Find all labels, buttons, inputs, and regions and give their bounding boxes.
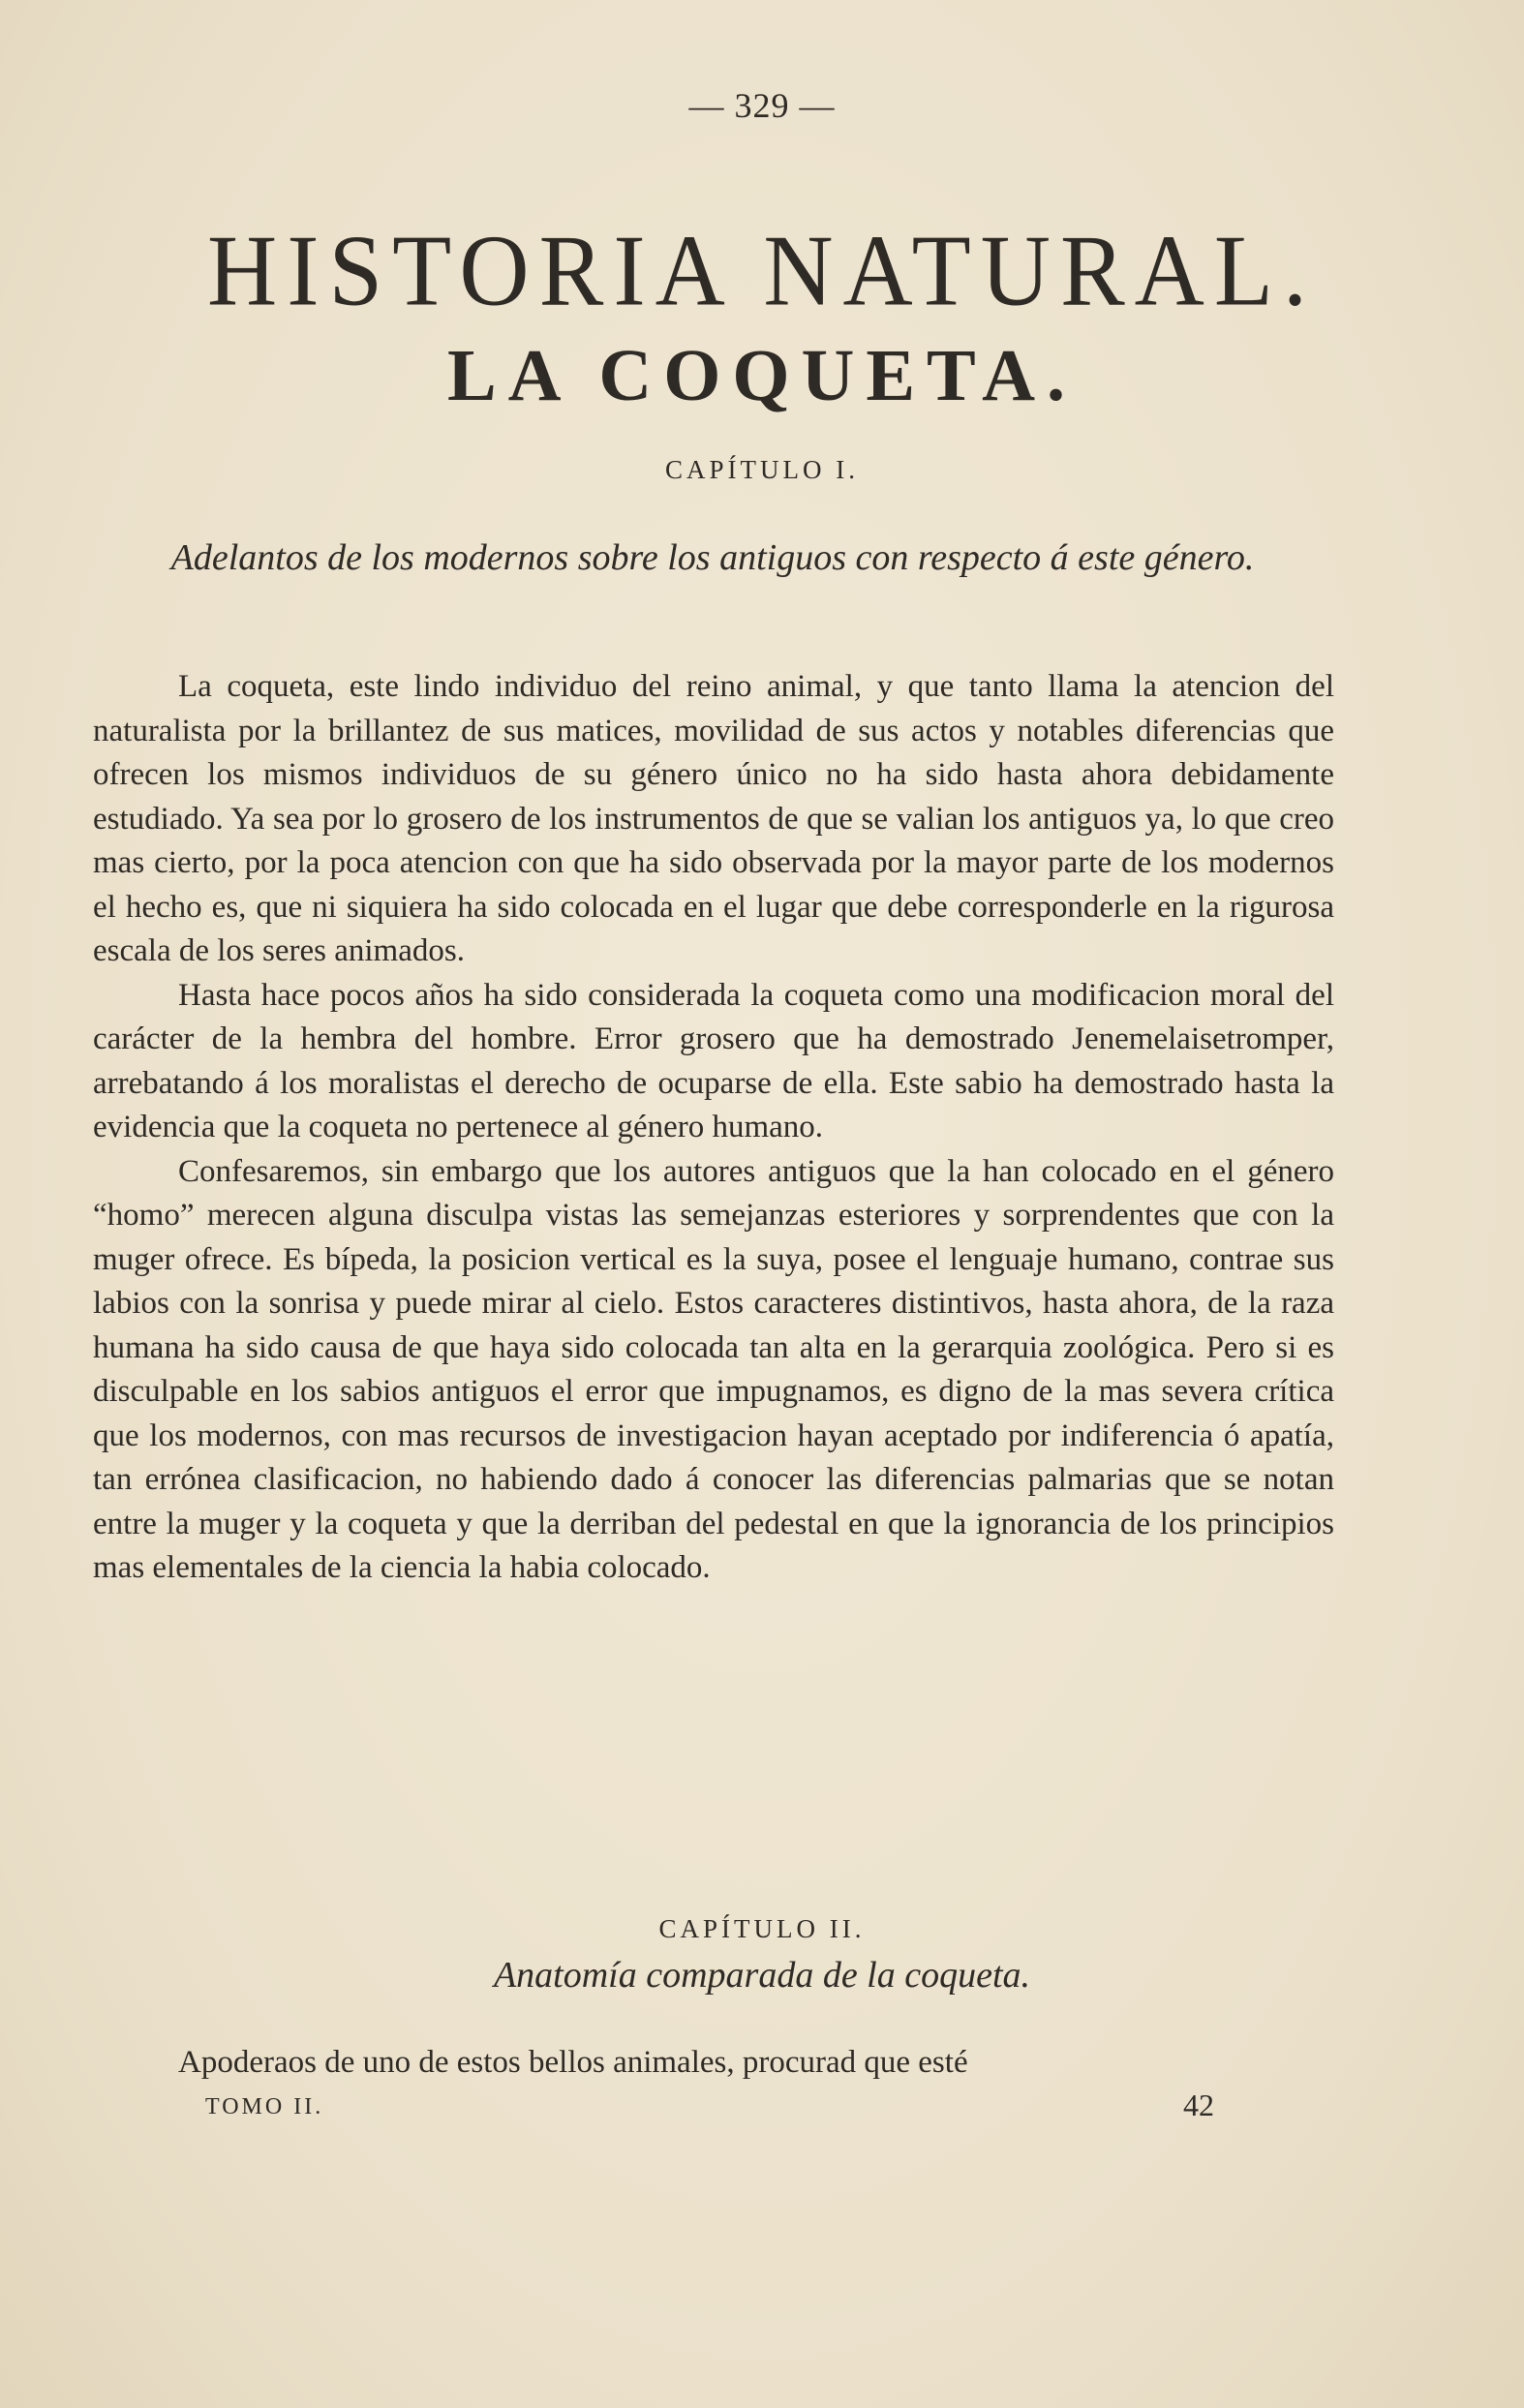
signature-number: 42 — [1183, 2088, 1214, 2122]
chapter1-body — [93, 665, 1334, 1591]
article-title: LA COQUETA. — [446, 335, 1077, 416]
chapter2-label: CAPÍTULO II. — [658, 1914, 866, 1943]
page-title: HISTORIA NATURAL. — [207, 214, 1317, 327]
chapter2-heading: Anatomía comparada de la coqueta. — [493, 1955, 1031, 1996]
paragraph: La coqueta, este lindo individuo del reino animal, y que tanto llama la atencion del naturalista por la brillantez de sus matices, movilidad de sus actos y notables diferencias que ofrecen los mismos individuos de su género único no ha sido hasta ahora debidamente estudiado. Ya sea por lo grosero de los instrumentos de que se valian los antiguos ya, lo que creo mas cierto, por la poca atencion con que ha sido observada por la mayor parte de los modernos el hecho es, que ni siquiera ha sido colocada en el lugar que debe corresponderle en la rigurosa escala de los seres animados. — [93, 669, 1334, 968]
paragraph: Confesaremos, sin embargo que los autores antiguos que la han colocado en el género “homo” merecen alguna disculpa vistas las semejanzas esteriores y sorprendentes que con la muger ofrece. Es bípeda, la posicion vertical es la suya, posee el lenguaje humano, contrae sus labios con la sonrisa y puede mirar al cielo. Estos caracteres distintivos, hasta ahora, de la raza humana ha sido causa de que haya sido colocada tan alta en la gerarquia zoológica. Pero si es disculpable en los sabios antiguos el error que impugnamos, es digno de la mas severa crítica que los modernos, con mas recursos de investigacion hayan aceptado por indiferencia ó apatía, tan errónea clasificacion, no habiendo dado á conocer las diferencias palmarias que se notan entre la muger y la coqueta y que la derriban del pedestal en que la ignorancia de los principios mas elementales de la ciencia la habia colocado. — [93, 1153, 1334, 1585]
chapter1-heading: Adelantos de los modernos sobre los antiguos con respecto á este género. — [170, 537, 1255, 578]
paragraph: Hasta hace pocos años ha sido considerada la coqueta como una modificacion moral del carácter de la hembra del hombre. Error grosero que ha demostrado Jenemelaisetromper, arrebatando á los moralistas el derecho de ocuparse de ella. Este sabio ha demostrado hasta la evidencia que la coqueta no pertenece al género humano. — [93, 977, 1334, 1144]
page-number: — 329 — — [688, 86, 836, 125]
volume-label: TOMO II. — [205, 2094, 324, 2119]
chapter1-label: CAPÍTULO I. — [665, 455, 859, 484]
chapter2-first-line: Apoderaos de uno de estos bellos animales, procurad que esté — [178, 2045, 968, 2080]
